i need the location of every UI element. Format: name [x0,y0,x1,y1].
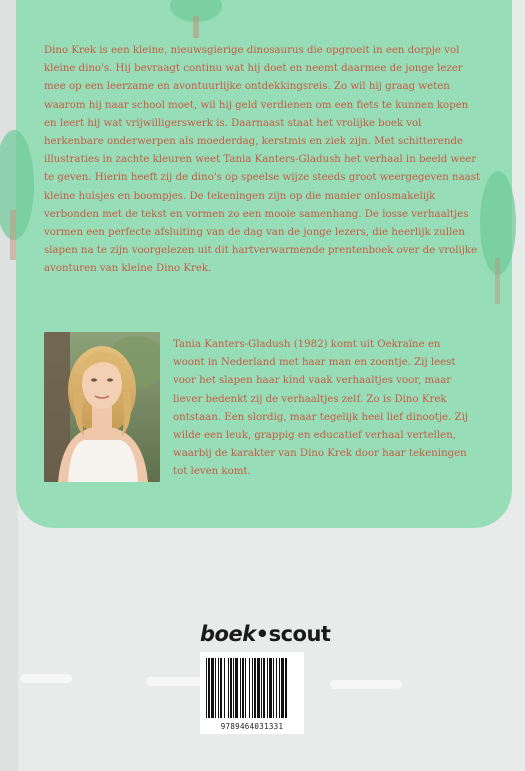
publisher-logo-dot: • [255,622,269,646]
barcode-bar [285,658,287,718]
barcode-bar [249,658,250,718]
barcode-bar [211,658,214,718]
author-photo [44,332,160,482]
barcode-bar [263,658,265,718]
barcode-bar [245,658,246,718]
barcode-bar [224,658,225,718]
road-marking [20,674,72,683]
barcode-bar [254,658,256,718]
barcode-bar [206,658,207,718]
road-marking [330,680,402,689]
author-bio: Tania Kanters-Gladush (1982) komt uit Oekraïne en woont in Nederland met haar man en zoontje. Zij leest voor het slapen haar kind vaak verhaaltjes voor, maar liever bedenkt zij de verhaaltjes zelf. Zo is Dino Krek ontstaan. Een slordig, maar tegelijk heel lief dinootje. Zij wilde een leuk, grappig en educatief verhaal vertellen, waarbij de karakter van Dino Krek door haar tekeningen tot leven komt. [173,339,469,478]
barcode-bar [276,658,277,718]
isbn-number: 9789464031331 [220,722,284,731]
barcode-bar [228,658,229,718]
barcode-bar [267,658,268,718]
publisher-logo [200,622,331,648]
barcode-bar [279,658,280,718]
road-marking [146,677,206,686]
barcode-bar [215,658,216,718]
barcode-bar [252,658,253,718]
barcode-bar [261,658,262,718]
tree-icon [0,130,40,260]
barcode-bar [273,658,274,718]
barcode [200,652,304,734]
barcode-bar [242,658,244,718]
barcode-bar [235,658,238,718]
publisher-logo-part2: scout [268,622,331,646]
barcode-bar [240,658,241,718]
barcode-icon [200,652,304,722]
barcode-bar [269,658,272,718]
barcode-bar [220,658,222,718]
barcode-bar [218,658,219,718]
barcode-bar [230,658,232,718]
barcode-bar [257,658,260,718]
tree-icon [168,0,224,40]
publisher-logo-part1: boek [200,622,256,646]
barcode-bar [233,658,234,718]
barcode-bar [208,658,210,718]
book-blurb: Dino Krek is een kleine, nieuwsgierige dinosaurus die opgroeit in een dorpje vol kleine dino's. Hij bevraagt continu wat hij doet en neemt daarmee de jonge lezer mee op een leerzame en avontuurlijke ontdekkingsreis. Zo wil hij graag weten waarom hij naar school moet, wil hij geld verdienen om een fiets te kunnen kopen en leert hij wat vrijwilligerswerk is. Daarnaast staat het vrolijke boek vol herkenbare onderwerpen als moederdag, kerstmis en ziek zijn. Met schitterende illustraties in zachte kleuren weet Tania Kanters-Gladush het verhaal in beeld weer te geven. Hierin heeft zij de dino's op speelse wijze steeds groot weergegeven naast kleine huisjes en boompjes. De tekeningen zijn op die manier onlosmakelijk verbonden met de tekst en vormen zo een mooie samenhang. De losse verhaaltjes vormen een perfecte afsluiting van de dag van de jonge lezers, die heerlijk zullen slapen na te zijn voorgelezen uit dit hartverwarmende prentenboek over de vrolijke avonturen van kleine Dino Krek. [44,45,481,275]
barcode-bar [281,658,284,718]
